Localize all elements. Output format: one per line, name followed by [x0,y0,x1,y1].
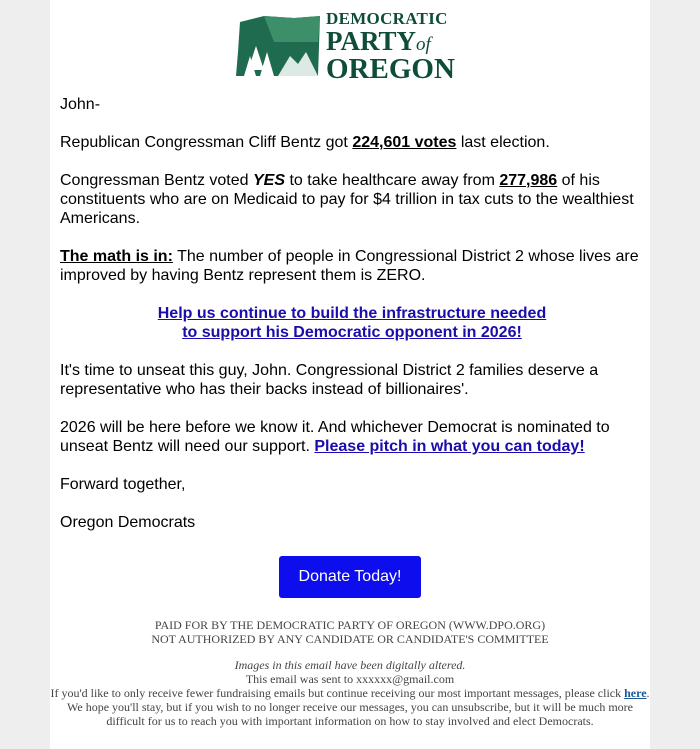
logo-of-word: of [416,34,431,55]
preferences-notice [50,686,650,728]
paid-for-disclaimer [50,618,650,646]
footer [50,618,650,728]
logo-text [326,10,466,84]
pref-text-pre: If you'd like to only receive fewer fundraising emails but continue receiving our most important messages, please click [50,686,625,700]
preferences-here-link[interactable]: here [624,686,647,700]
sent-to-notice: This email was sent to xxxxxx@gmail.com [245,672,455,686]
signature: Oregon Democrats [60,514,196,531]
email-body [50,0,650,749]
p1-text-pre: Republican Congressman Cliff Bentz got [60,134,353,151]
logo-line-party [326,28,466,55]
p1-text-post: last election. [456,134,550,151]
cta-block [60,304,644,342]
pref-text-post: . We hope you'll stay, but if you wish to no longer receive our messages, you can unsubscribe, but it will be much more difficult for us to reach you with important information on how to stay involved and elect Democrats. [67,686,650,728]
paid-line1: PAID FOR BY THE DEMOCRATIC PARTY OF OREGON (WWW.DPO.ORG) [154,618,546,632]
paid-line2: NOT AUTHORIZED BY ANY CANDIDATE OR CANDIDATE'S COMMITTEE [151,632,549,646]
p2-text-pre: Congressman Bentz voted [60,172,253,189]
p5-text: 2026 will be here before we know it. And whichever Democrat is nominated to unseat Bentz will need our support. [60,419,610,455]
paragraph-medicaid [60,171,644,228]
oregon-state-tree-icon [234,12,322,80]
donate-button-wrap [50,556,650,598]
cta-link-line1[interactable]: Help us continue to build the infrastructure needed [157,305,547,322]
email-content [60,95,644,551]
cta-link-line2[interactable]: to support his Democratic opponent in 2026! [182,324,522,341]
p2-text-post: of his constituents who are on Medicaid to pay for $4 trillion in tax cuts to the wealthiest Americans. [60,172,634,227]
paragraph-2026 [60,418,644,456]
pitch-in-link[interactable]: Please pitch in what you can today! [314,438,585,455]
medicaid-count: 277,986 [499,172,558,189]
logo-line-oregon: OREGON [326,53,455,85]
math-label: The math is in: [60,248,173,265]
signoff: Forward together, [60,476,186,493]
paragraph-votes [60,133,644,152]
votes-count: 224,601 votes [352,134,457,151]
greeting: John- [60,96,101,113]
dpo-logo[interactable] [234,8,466,85]
donate-button[interactable]: Donate Today! [279,556,421,598]
logo-party-word: PARTY [326,26,417,56]
p2-text-mid: to take healthcare away from [285,172,500,189]
yes-emphasis: YES [253,172,286,189]
math-text: The number of people in Congressional District 2 whose lives are improved by having Bentz represent them is ZERO. [60,248,639,284]
altered-notice: Images in this email have been digitally altered. [234,658,466,672]
logo-line-democratic: DEMOCRATIC [326,9,448,28]
paragraph-unseat: It's time to unseat this guy, John. Congressional District 2 families deserve a representative who has their backs instead of billionaires'. [60,362,599,398]
paragraph-math [60,247,644,285]
